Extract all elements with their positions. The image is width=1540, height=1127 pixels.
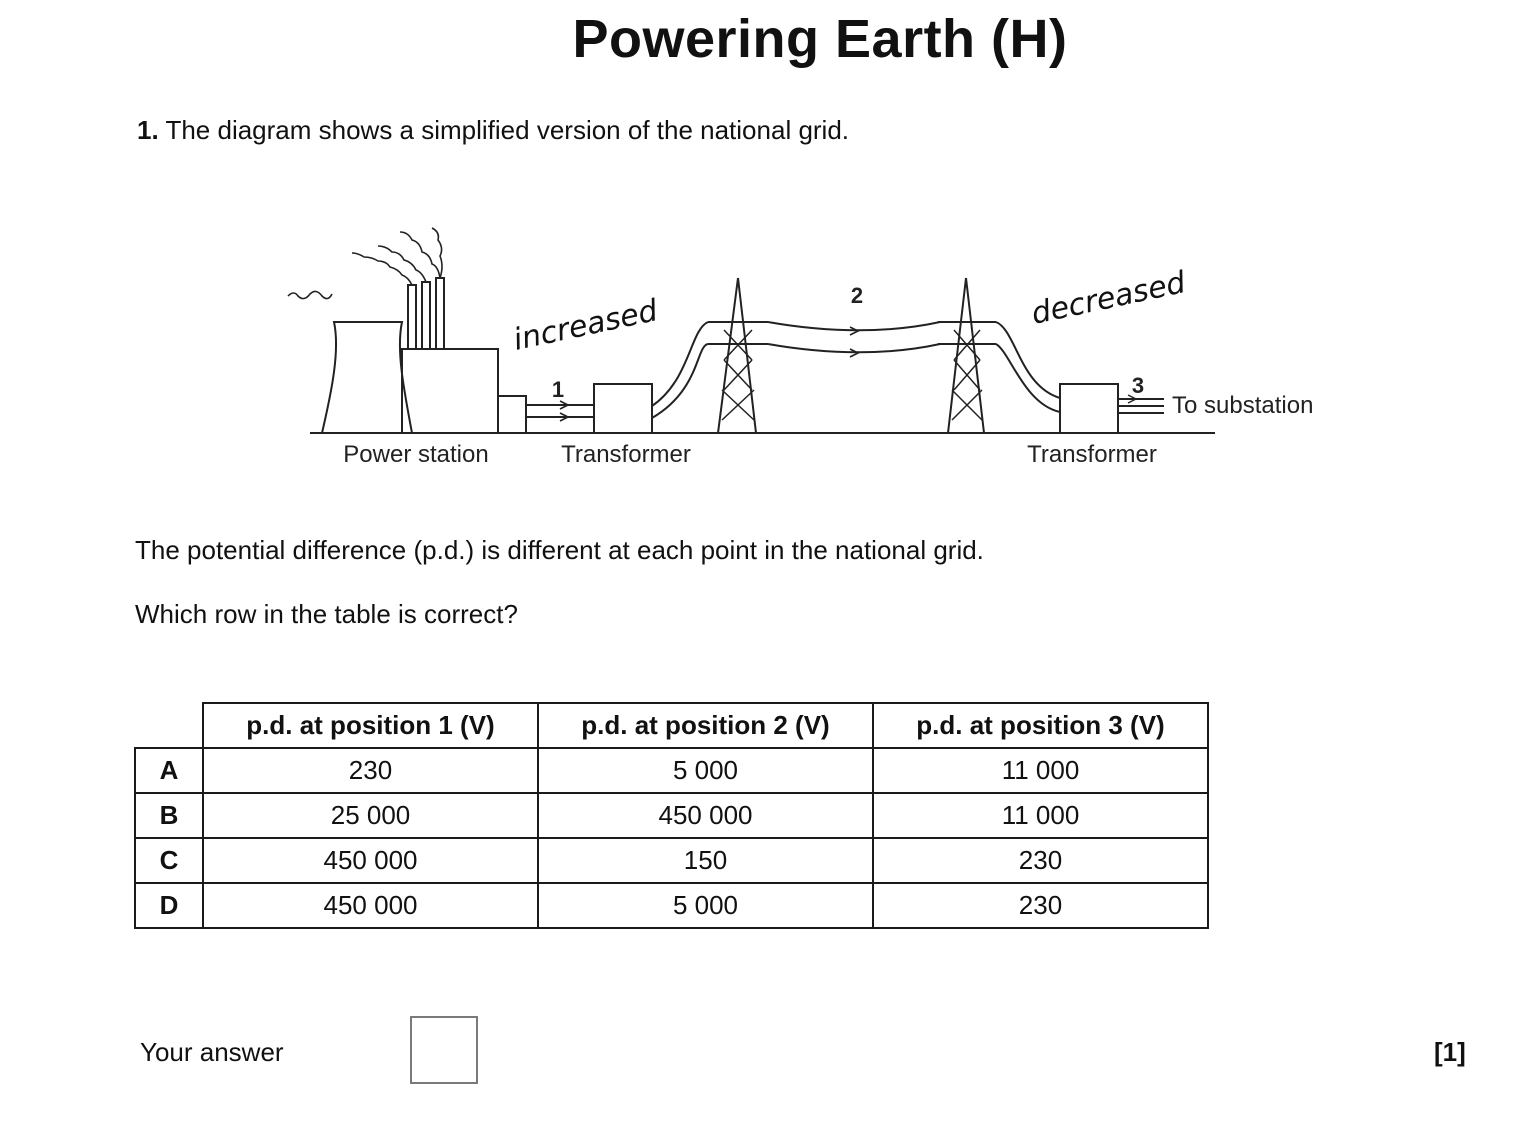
transformer-right [1060, 384, 1118, 433]
row-letter: B [135, 793, 203, 838]
smoke [432, 228, 442, 278]
question-prompt: Which row in the table is correct? [135, 599, 518, 629]
table-row [135, 748, 1208, 793]
handwritten-increased: increased [510, 293, 661, 358]
transformer-right-label: Transformer [1027, 441, 1157, 468]
question-text: The diagram shows a simplified version of the national grid. [165, 115, 850, 145]
table-row [135, 793, 1208, 838]
table-cell: 150 [538, 838, 873, 883]
table-cell: 25 000 [203, 793, 538, 838]
table-cell: 230 [873, 838, 1208, 883]
header-position-3: p.d. at position 3 (V) [873, 703, 1208, 748]
table-cell: 450 000 [203, 883, 538, 928]
power-station-label: Power station [343, 441, 489, 468]
options-table [134, 702, 1209, 929]
your-answer-label: Your answer [140, 1037, 284, 1067]
header-position-1: p.d. at position 1 (V) [203, 703, 538, 748]
table-row [135, 883, 1208, 928]
position-2-label: 2 [850, 283, 864, 308]
chimney [422, 282, 430, 349]
answer-box[interactable] [410, 1016, 478, 1084]
row-letter: D [135, 883, 203, 928]
pd-statement: The potential difference (p.d.) is different at each point in the national grid. [135, 535, 984, 565]
to-substation-label: To substation [1172, 392, 1314, 419]
position-1-label: 1 [551, 377, 565, 402]
national-grid-diagram [280, 215, 1360, 485]
question-line [137, 115, 849, 146]
power-station-building [402, 349, 498, 433]
row-letter: A [135, 748, 203, 793]
pylon-right [938, 278, 996, 433]
table-cell: 11 000 [873, 748, 1208, 793]
row-letter: C [135, 838, 203, 883]
table-cell: 11 000 [873, 793, 1208, 838]
transformer-left [594, 384, 652, 433]
question-number: 1. [137, 115, 159, 145]
position-3-label: 3 [1131, 373, 1145, 398]
table-cell: 5 000 [538, 883, 873, 928]
table-cell: 230 [873, 883, 1208, 928]
page-title: Powering Earth (H) [572, 9, 1068, 69]
chimney [436, 278, 444, 349]
handwritten-decreased: decreased [1028, 265, 1189, 332]
table-cell: 450 000 [203, 838, 538, 883]
cooling-tower [322, 322, 412, 433]
table-cell: 450 000 [538, 793, 873, 838]
smoke [400, 232, 440, 278]
smoke [378, 246, 426, 282]
table-cell: 230 [203, 748, 538, 793]
cooling-steam [288, 291, 332, 298]
chimney [408, 285, 416, 349]
table-header-row [135, 703, 1208, 748]
table-row [135, 838, 1208, 883]
transformer-left-label: Transformer [561, 441, 691, 468]
pylon-left [708, 278, 768, 433]
table-corner [135, 703, 203, 748]
header-position-2: p.d. at position 2 (V) [538, 703, 873, 748]
power-station-annex [498, 396, 526, 433]
marks-label: [1] [1434, 1037, 1466, 1067]
table-cell: 5 000 [538, 748, 873, 793]
